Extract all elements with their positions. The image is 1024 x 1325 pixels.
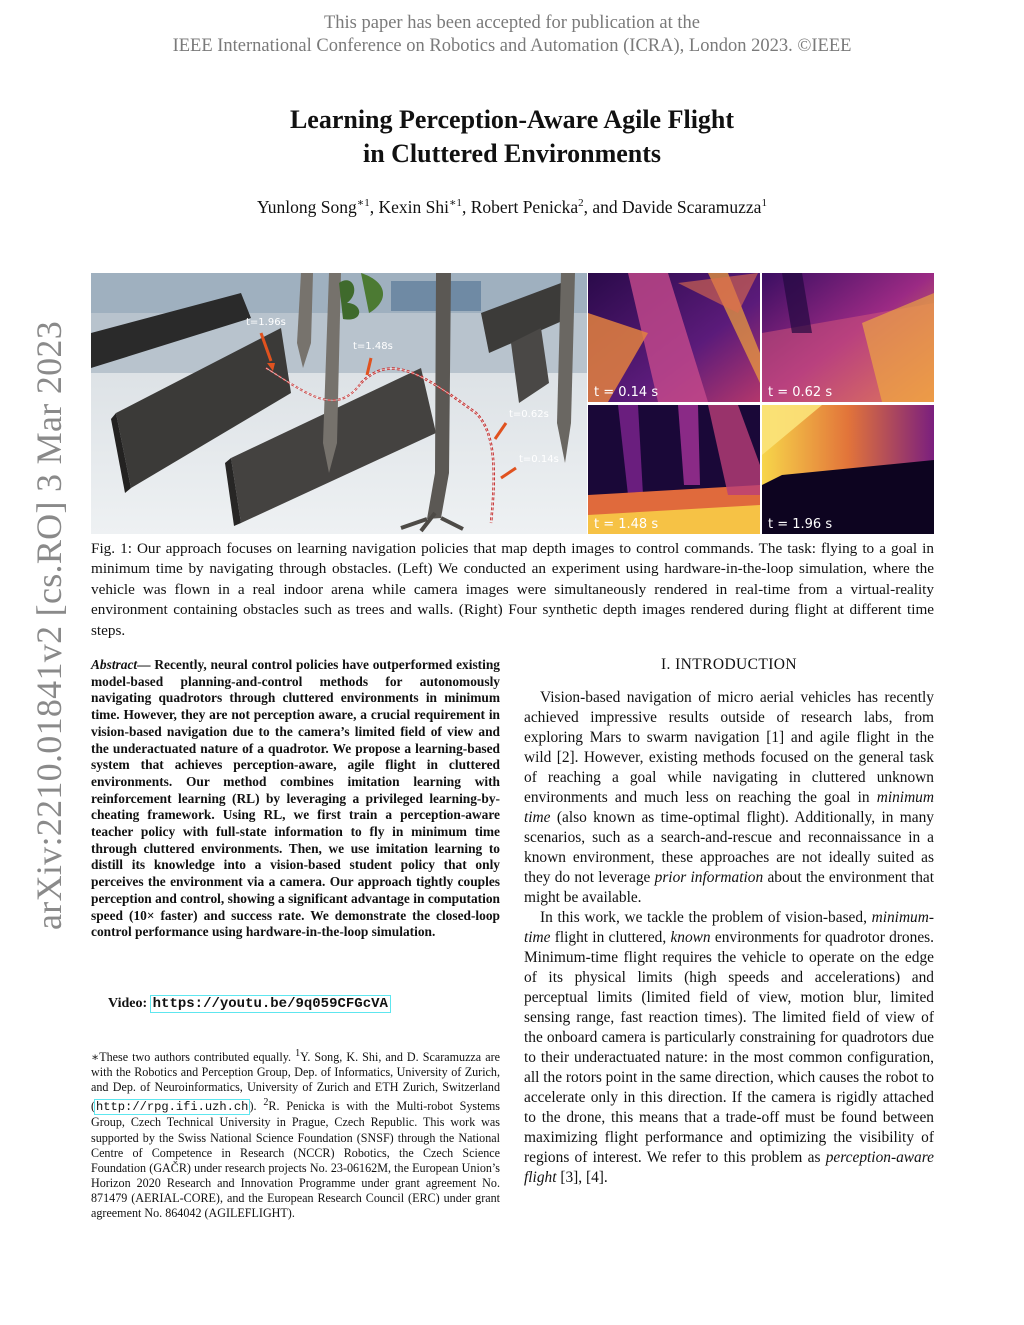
intro-emphasis: known	[670, 929, 711, 946]
author-name: Yunlong Song	[257, 196, 357, 217]
depth-image-1	[588, 273, 760, 402]
depth-time-label: t = 1.96 s	[768, 517, 833, 532]
footnote-text: Y. Song, K. Shi, and D. Scaramuzza are with the Robotics and Perception Group, Dep. of Informatics, University of Zurich, and Dep. of Neuroinformatics, University of Zurich and ETH Zurich, Switzerland (	[91, 1050, 501, 1114]
figure-caption: Fig. 1: Our approach focuses on learning navigation policies that map depth images to control commands. The task: flying to a goal in minimum time by navigating through obstacles. (Left) We conducted an experiment using hardware-in-the-loop simulation, where the vehicle was flown in a real indoor arena while camera images were simultaneously rendered in real-time from a virtual-reality environment containing obstacles such as trees and walls. (Right) Four synthetic depth images rendered during flight at different time steps.	[91, 540, 934, 639]
depth-time-label: t = 0.14 s	[594, 385, 659, 400]
author-affiliation-mark: 1	[761, 197, 767, 209]
section-heading-introduction: I. INTRODUCTION	[660, 656, 797, 673]
flight-scene-photo	[91, 273, 587, 534]
video-label: Video:	[108, 996, 151, 1011]
author-name: Davide Scaramuzza	[622, 196, 762, 217]
introduction-body	[524, 688, 934, 1188]
publication-note-line2: IEEE International Conference on Robotics and Automation (ICRA), London 2023. ©IEEE	[172, 36, 852, 56]
intro-emphasis: perception-aware flight	[524, 1149, 934, 1186]
affiliation-footnote	[91, 1046, 500, 1221]
intro-text: In this work, we tackle the problem of vision-based,	[540, 909, 872, 926]
depth-image-4	[762, 405, 934, 534]
intro-paragraph-2	[524, 908, 934, 1188]
abstract-dash: —	[137, 657, 155, 672]
intro-text: about the environment that might be available.	[524, 869, 935, 906]
abstract	[91, 657, 500, 941]
trajectory-time-tag: t=1.48s	[353, 341, 393, 352]
author-separator: ,	[461, 196, 471, 217]
intro-text: environments for quadrotor drones. Minimum-time flight requires the vehicle to operate on the edge of its physical limits (high speeds and accelerations) and perceptual limits (limited field of view, motion blur, limited sensing range, fast reaction times). The limited field of view of the onboard camera is particularly constraining for quadrotors due to their underactuated nature: in the most common configuration, all the rotors point in the same direction, which causes the robot to accelerate only in this direction. If the camera is rigidly attached to the drone, this means that a trade-off must be found between maximizing flight performance and optimizing the visibility of regions of interest. We refer to this problem as	[524, 929, 934, 1166]
depth-map-illustration	[762, 273, 934, 402]
intro-text: [3], [4].	[556, 1169, 608, 1186]
depth-time-label: t = 1.48 s	[594, 517, 659, 532]
trajectory-time-tag: t=0.14s	[519, 454, 559, 465]
trajectory-time-tag: t=0.62s	[509, 409, 549, 420]
intro-text: (also known as time-optimal flight). Additionally, in many scenarios, such as a search-and-rescue and reconnaissance in a known environment, these approaches are not ideally suited as they do not leverage	[524, 809, 934, 886]
intro-text: Vision-based navigation of micro aerial vehicles has recently achieved impressive results outside of research labs, from exploring Mars to swarm navigation [1] and agile flight in the wild [2]. However, existing methods focused on the general task of reaching a goal while navigating in cluttered unknown environments and much less on reaching the goal in	[524, 689, 934, 806]
depth-map-illustration	[588, 273, 760, 402]
depth-map-illustration	[588, 405, 760, 534]
intro-emphasis: minimum time	[524, 789, 934, 826]
intro-emphasis: prior information	[654, 869, 764, 886]
footnote-text: ∗These two authors contributed equally.	[91, 1050, 296, 1065]
author-list	[0, 196, 1024, 218]
video-line	[108, 996, 390, 1012]
publication-note-line1: This paper has been accepted for publication at the	[323, 13, 700, 33]
title-line2: in Cluttered Environments	[362, 139, 662, 168]
intro-paragraph-1	[524, 688, 934, 908]
author-separator: ,	[369, 196, 379, 217]
lab-website-link[interactable]: http://rpg.ifi.uzh.ch	[96, 1100, 249, 1115]
depth-image-3	[588, 405, 760, 534]
title-line1: Learning Perception-Aware Agile Flight	[289, 105, 735, 134]
author-name: Robert Penicka	[470, 196, 579, 217]
footnote-mark: 2	[263, 1097, 269, 1109]
footnote-text: ).	[249, 1099, 264, 1114]
author-affiliation-mark: ∗1	[448, 197, 462, 209]
abstract-label: Abstract	[91, 657, 138, 672]
depth-image-2	[762, 273, 934, 402]
author-affiliation-mark: 2	[578, 197, 584, 209]
video-link[interactable]: https://youtu.be/9q059CFGcVA	[152, 996, 388, 1012]
author-separator: , and	[583, 196, 622, 217]
depth-time-label: t = 0.62 s	[768, 385, 833, 400]
flight-scene-illustration	[91, 273, 587, 534]
abstract-text: Recently, neural control policies have outperformed existing model-based planning-and-control methods for autonomously navigating quadrotors through cluttered environments in minimum time. However, they are not perception aware, a crucial requirement in vision-based navigation due to the camera’s limited field of view and the underactuated nature of a quadrotor. We propose a learning-based system that achieves perception-aware, agile flight in cluttered environments. Our method combines imitation learning with reinforcement learning (RL) by leveraging a privileged learning-by-cheating framework. Using RL, we first train a perception-aware teacher policy with full-state information to fly in minimum time through cluttered environments. Then, we use imitation learning to distill its knowledge into a vision-based student policy that only perceives the environment via a camera. Our approach tightly couples perception and control, showing a significant advantage in computation speed (10× faster) and success rate. We demonstrate the closed-loop control performance using hardware-in-the-loop simulation.	[91, 657, 500, 940]
intro-text: flight in cluttered,	[550, 929, 671, 946]
publication-note	[0, 12, 1024, 58]
figure-1	[91, 273, 934, 534]
paper-title	[0, 103, 1024, 171]
depth-map-illustration	[762, 405, 934, 534]
arxiv-identifier: arXiv:2210.01841v2 [cs.RO] 3 Mar 2023	[29, 320, 69, 930]
author-affiliation-mark: ∗1	[356, 197, 370, 209]
author-name: Kexin Shi	[378, 196, 449, 217]
intro-emphasis: minimum-time	[524, 909, 934, 946]
footnote-text: R. Penicka is with the Multi-robot Systems Group, Czech Technical University in Prague, Czech Republic. This work was supported by the Swiss National Science Foundation (SNSF) through the National Centre of Competence in Research (NCCR) Robotics, the Czech Science Foundation (GAČR) under research projects No. 23-06162M, the European Union’s Horizon 2020 Research and Innovation Programme under grant agreement No. 871479 (AERIAL-CORE), and the European Research Council (ERC) under grant agreement No. 864042 (AGILEFLIGHT).	[91, 1099, 500, 1220]
footnote-mark: 1	[295, 1048, 301, 1059]
trajectory-time-tag: t=1.96s	[246, 317, 286, 328]
